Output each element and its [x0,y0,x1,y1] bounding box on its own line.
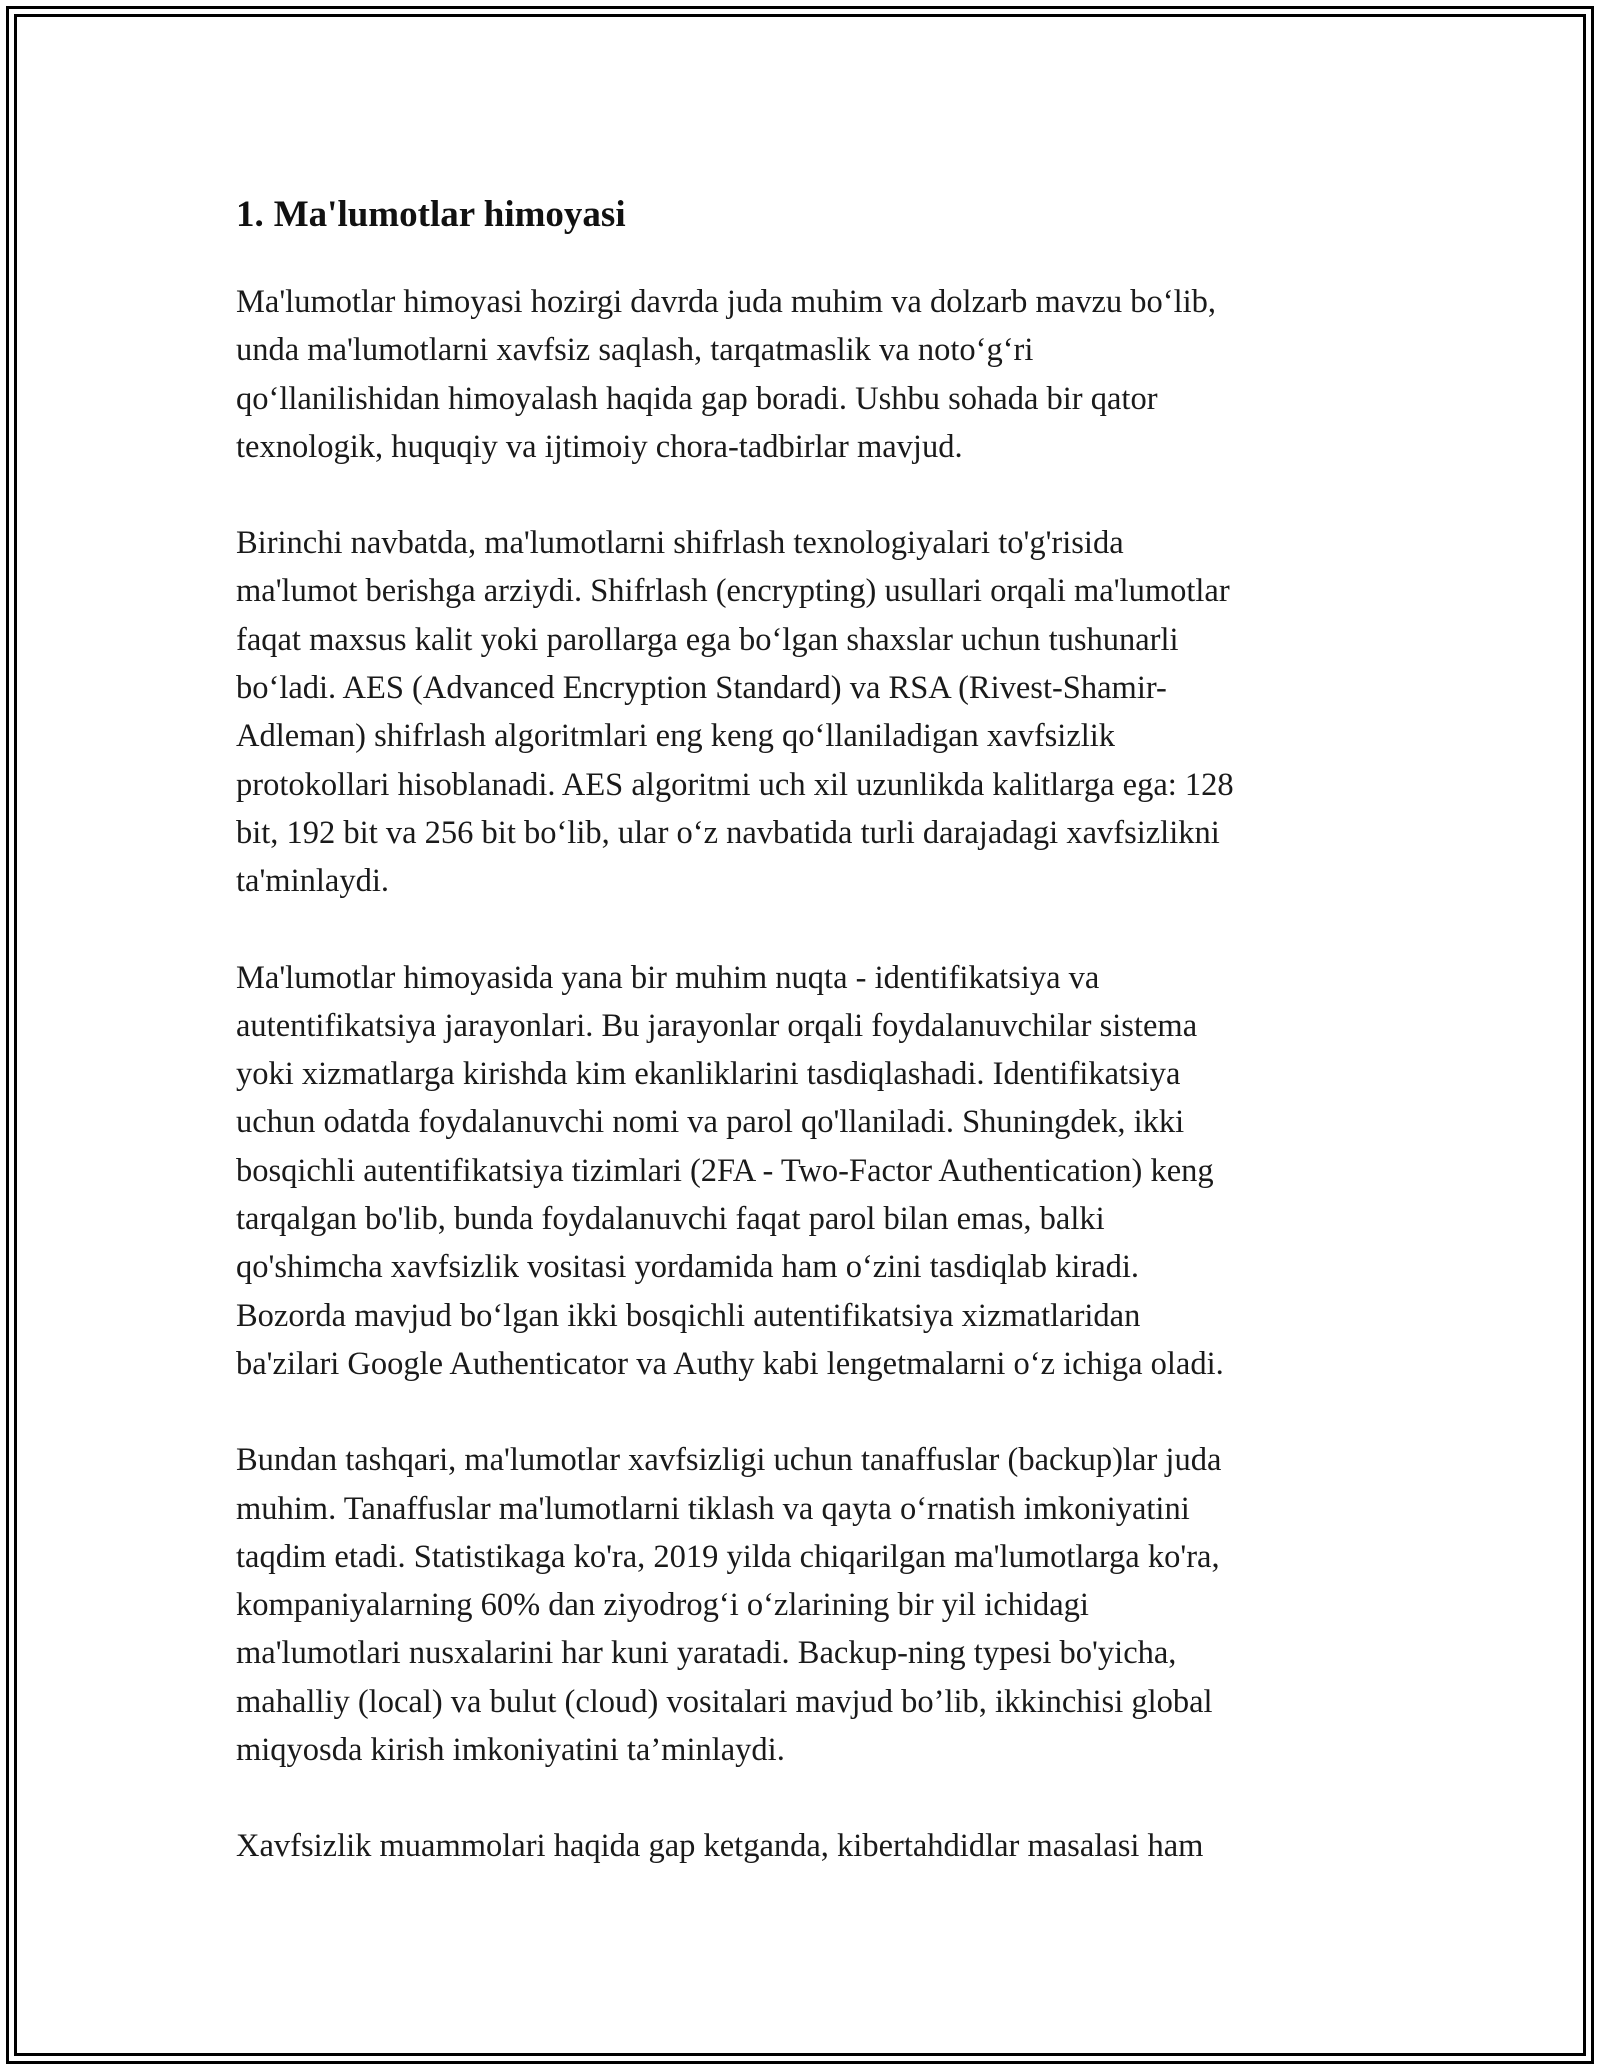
section-number: 1. [236,194,264,235]
text-line: Xavfsizlik muammolari haqida gap ketganda, kibertahdidlar masalasi ham [236,1828,1204,1865]
text-line: yoki xizmatlarga kirishda kim ekanliklarini tasdiqlashadi. Identifikatsiya [236,1056,1181,1093]
section-title: Ma'lumotlar himoyasi [273,194,626,235]
text-line: bit, 192 bit va 256 bit bo‘lib, ular o‘z navbatida turli darajadagi xavfsizlikni [236,814,1220,851]
text-line: uchun odatda foydalanuvchi nomi va parol qo'llaniladi. Shuningdek, ikki [236,1104,1185,1141]
text-line: miqyosda kirish imkoniyatini ta’minlaydi. [236,1732,785,1769]
text-line: ba'zilari Google Authenticator va Authy kabi lengetmalarni o‘z ichiga oladi. [236,1345,1224,1382]
text-line: mahalliy (local) va bulut (cloud) vositalari mavjud bo’lib, ikkinchisi global [236,1683,1213,1720]
text-line: ta'minlaydi. [236,863,389,900]
text-line: qo‘llanilishidan himoyalash haqida gap boradi. Ushbu sohada bir qator [236,380,1158,417]
text-line: Adleman) shifrlash algoritmlari eng keng qo‘llaniladigan xavfsizlik [236,718,1116,755]
paragraph-backup [236,1436,1386,1774]
text-line: unda ma'lumotlarni xavfsiz saqlash, tarqatmaslik va noto‘g‘ri [236,332,1034,369]
text-line: qo'shimcha xavfsizlik vositasi yordamida ham o‘zini tasdiqlab kiradi. [236,1249,1140,1286]
text-line: texnologik, huquqiy va ijtimoiy chora-tadbirlar mavjud. [236,428,963,465]
text-line: bo‘ladi. AES (Advanced Encryption Standard) va RSA (Rivest-Shamir- [236,670,1167,707]
paragraph-cyberthreats [236,1822,1386,1870]
text-line: muhim. Tanaffuslar ma'lumotlarni tiklash va qayta o‘rnatish imkoniyatini [236,1490,1190,1527]
paragraph-authentication [236,954,1386,1389]
document-body [236,186,1386,1919]
text-line: ma'lumot berishga arziydi. Shifrlash (encrypting) usullari orqali ma'lumotlar [236,573,1230,610]
text-line: taqdim etadi. Statistikaga ko'ra, 2019 yilda chiqarilgan ma'lumotlarga ko'ra, [236,1538,1220,1575]
text-line: ma'lumotlari nusxalarini har kuni yaratadi. Backup-ning typesi bo'yicha, [236,1635,1177,1672]
text-line: Ma'lumotlar himoyasi hozirgi davrda juda muhim va dolzarb mavzu bo‘lib, [236,284,1217,320]
paragraph-intro [236,278,1386,471]
text-line: autentifikatsiya jarayonlari. Bu jarayonlar orqali foydalanuvchilar sistema [236,1007,1198,1044]
section-heading [236,186,1386,244]
text-line: bosqichli autentifikatsiya tizimlari (2FA - Two-Factor Authentication) keng [236,1152,1214,1189]
text-line: Birinchi navbatda, ma'lumotlarni shifrlash texnologiyalari to'g'risida [236,525,1124,562]
text-line: faqat maxsus kalit yoki parollarga ega bo‘lgan shaxslar uchun tushunarli [236,621,1179,658]
text-line: Bundan tashqari, ma'lumotlar xavfsizligi uchun tanaffuslar (backup)lar juda [236,1442,1222,1479]
text-line: kompaniyalarning 60% dan ziyodrog‘i o‘zlarining bir yil ichidagi [236,1587,1089,1624]
text-line: protokollari hisoblanadi. AES algoritmi uch xil uzunlikda kalitlarga ega: 128 [236,766,1234,803]
text-line: Bozorda mavjud bo‘lgan ikki bosqichli autentifikatsiya xizmatlaridan [236,1297,1141,1334]
paragraph-encryption [236,519,1386,905]
text-line: Ma'lumotlar himoyasida yana bir muhim nuqta - identifikatsiya va [236,959,1100,996]
text-line: tarqalgan bo'lib, bunda foydalanuvchi faqat parol bilan emas, balki [236,1201,1105,1238]
